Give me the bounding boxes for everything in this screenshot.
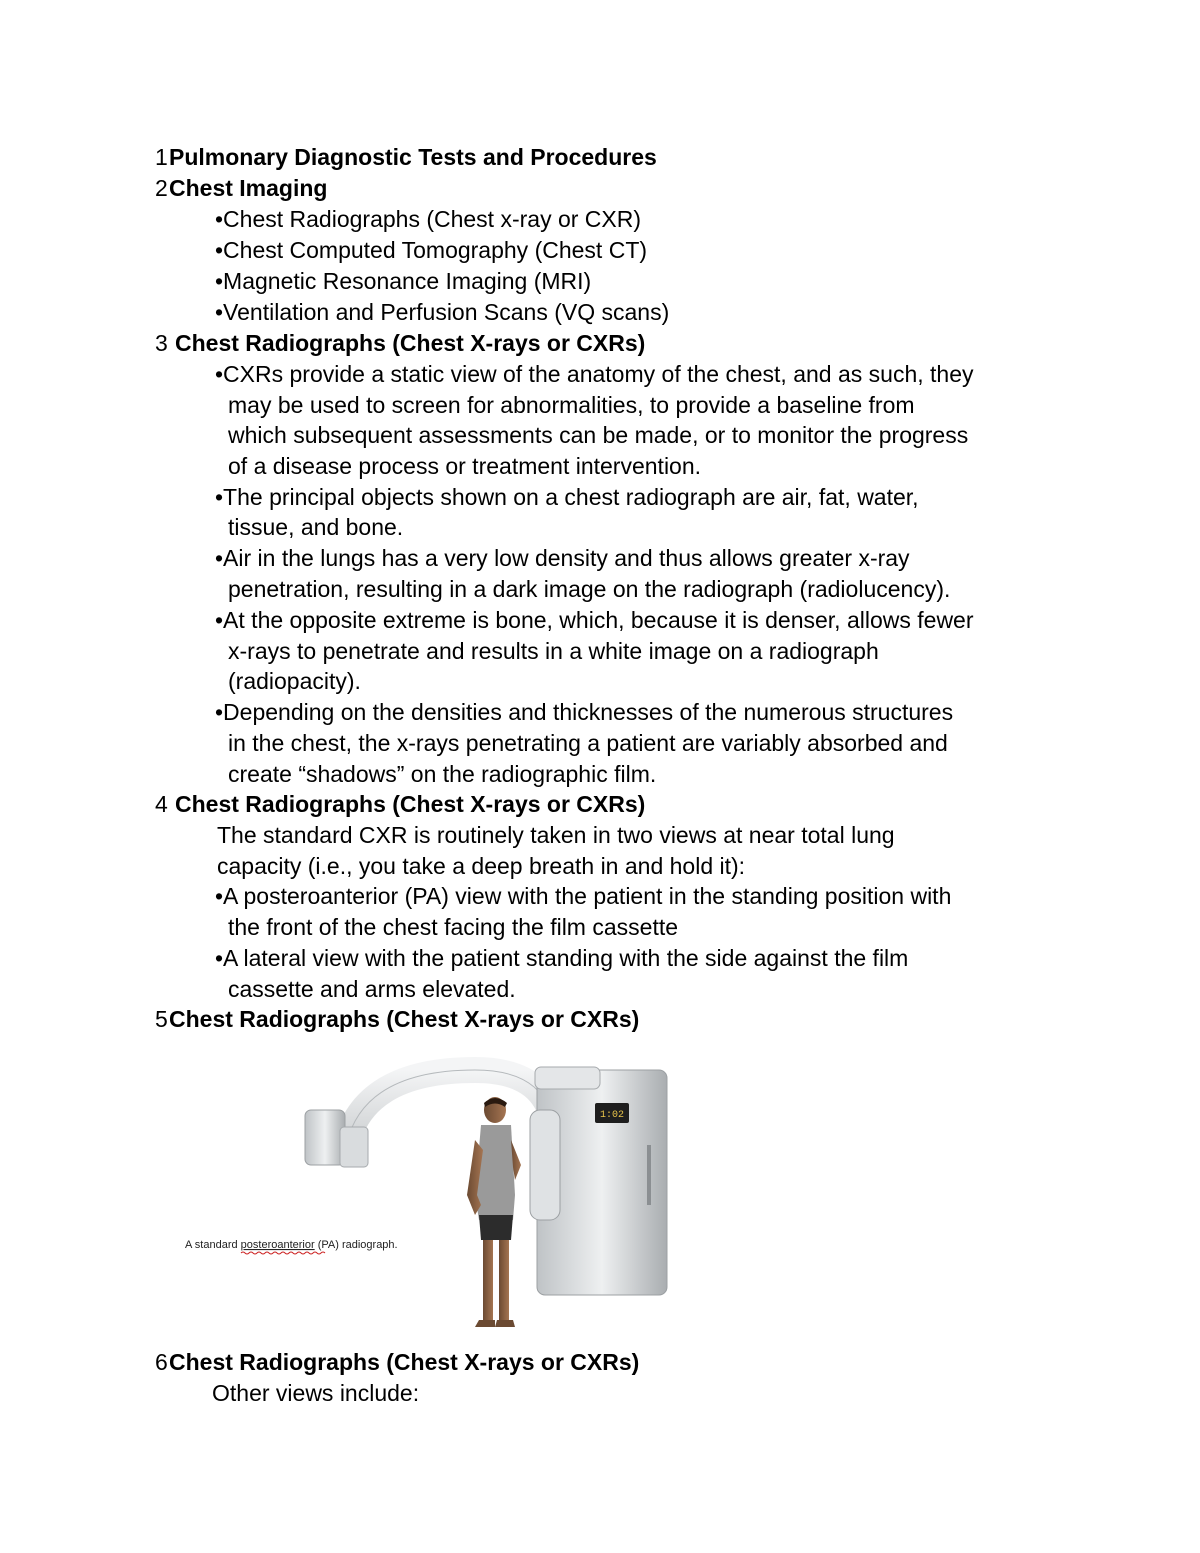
- patient-shirt: [475, 1125, 515, 1220]
- list-item: •Magnetic Resonance Imaging (MRI): [215, 268, 592, 294]
- list-item: •Chest Radiographs (Chest x-ray or CXR): [215, 206, 642, 232]
- paragraph-line: the front of the chest facing the film cassette: [228, 914, 679, 940]
- detector-panel: [530, 1110, 560, 1220]
- list-item: •Chest Computed Tomography (Chest CT): [215, 237, 648, 263]
- paragraph-line: The standard CXR is routinely taken in two views at near total lung: [217, 822, 895, 848]
- c-arm: [345, 1070, 550, 1150]
- section-number: 2: [155, 175, 168, 201]
- paragraph-line: •At the opposite extreme is bone, which, because it is denser, allows fewer: [215, 607, 974, 633]
- paragraph-line: •A posteroanterior (PA) view with the patient in the standing position with: [215, 883, 952, 909]
- paragraph-line: cassette and arms elevated.: [228, 976, 516, 1002]
- list-item: •Ventilation and Perfusion Scans (VQ scans): [215, 299, 670, 325]
- paragraph-line: create “shadows” on the radiographic film.: [228, 761, 657, 787]
- paragraph-line: which subsequent assessments can be made, or to monitor the progress: [228, 422, 969, 448]
- paragraph-line: •Air in the lungs has a very low density and thus allows greater x-ray: [215, 545, 910, 571]
- section-title: Pulmonary Diagnostic Tests and Procedures: [169, 144, 657, 170]
- paragraph-line: •The principal objects shown on a chest radiograph are air, fat, water,: [215, 484, 919, 510]
- paragraph-line: •CXRs provide a static view of the anatomy of the chest, and as such, they: [215, 361, 974, 387]
- section-number: 6: [155, 1349, 168, 1375]
- section-number: 4: [155, 791, 168, 817]
- paragraph-line: penetration, resulting in a dark image on the radiograph (radiolucency).: [228, 576, 951, 602]
- paragraph-line: Other views include:: [212, 1380, 420, 1406]
- section-number: 3: [155, 330, 168, 356]
- paragraph-line: x-rays to penetrate and results in a white image on a radiograph: [228, 638, 879, 664]
- spellcheck-underline: [241, 1252, 325, 1254]
- xray-tube-head: [305, 1110, 345, 1165]
- figure-caption: A standard posteroanterior (PA) radiograph.: [185, 1239, 398, 1251]
- paragraph-line: •A lateral view with the patient standing with the side against the film: [215, 945, 909, 971]
- section-title: Chest Radiographs (Chest X-rays or CXRs): [175, 791, 646, 817]
- section-title: Chest Radiographs (Chest X-rays or CXRs): [175, 330, 646, 356]
- paragraph-line: may be used to screen for abnormalities, to provide a baseline from: [228, 392, 915, 418]
- paragraph-line: in the chest, the x-rays penetrating a patient are variably absorbed and: [228, 730, 948, 756]
- paragraph-line: capacity (i.e., you take a deep breath in and hold it):: [217, 853, 746, 879]
- section-title: Chest Radiographs (Chest X-rays or CXRs): [169, 1006, 640, 1032]
- paragraph-line: of a disease process or treatment intervention.: [228, 453, 702, 479]
- patient-shorts: [479, 1215, 513, 1240]
- pa-radiograph-figure: [175, 1055, 695, 1340]
- display-readout: 1:02: [599, 1110, 625, 1121]
- section-number: 5: [155, 1006, 168, 1032]
- section-title: Chest Radiographs (Chest X-rays or CXRs): [169, 1349, 640, 1375]
- section-number: 1: [155, 144, 168, 170]
- xray-machine-illustration: [175, 1055, 695, 1340]
- section-title: Chest Imaging: [169, 175, 328, 201]
- paragraph-line: •Depending on the densities and thicknesses of the numerous structures: [215, 699, 954, 725]
- paragraph-line: (radiopacity).: [228, 668, 361, 694]
- paragraph-line: tissue, and bone.: [228, 514, 404, 540]
